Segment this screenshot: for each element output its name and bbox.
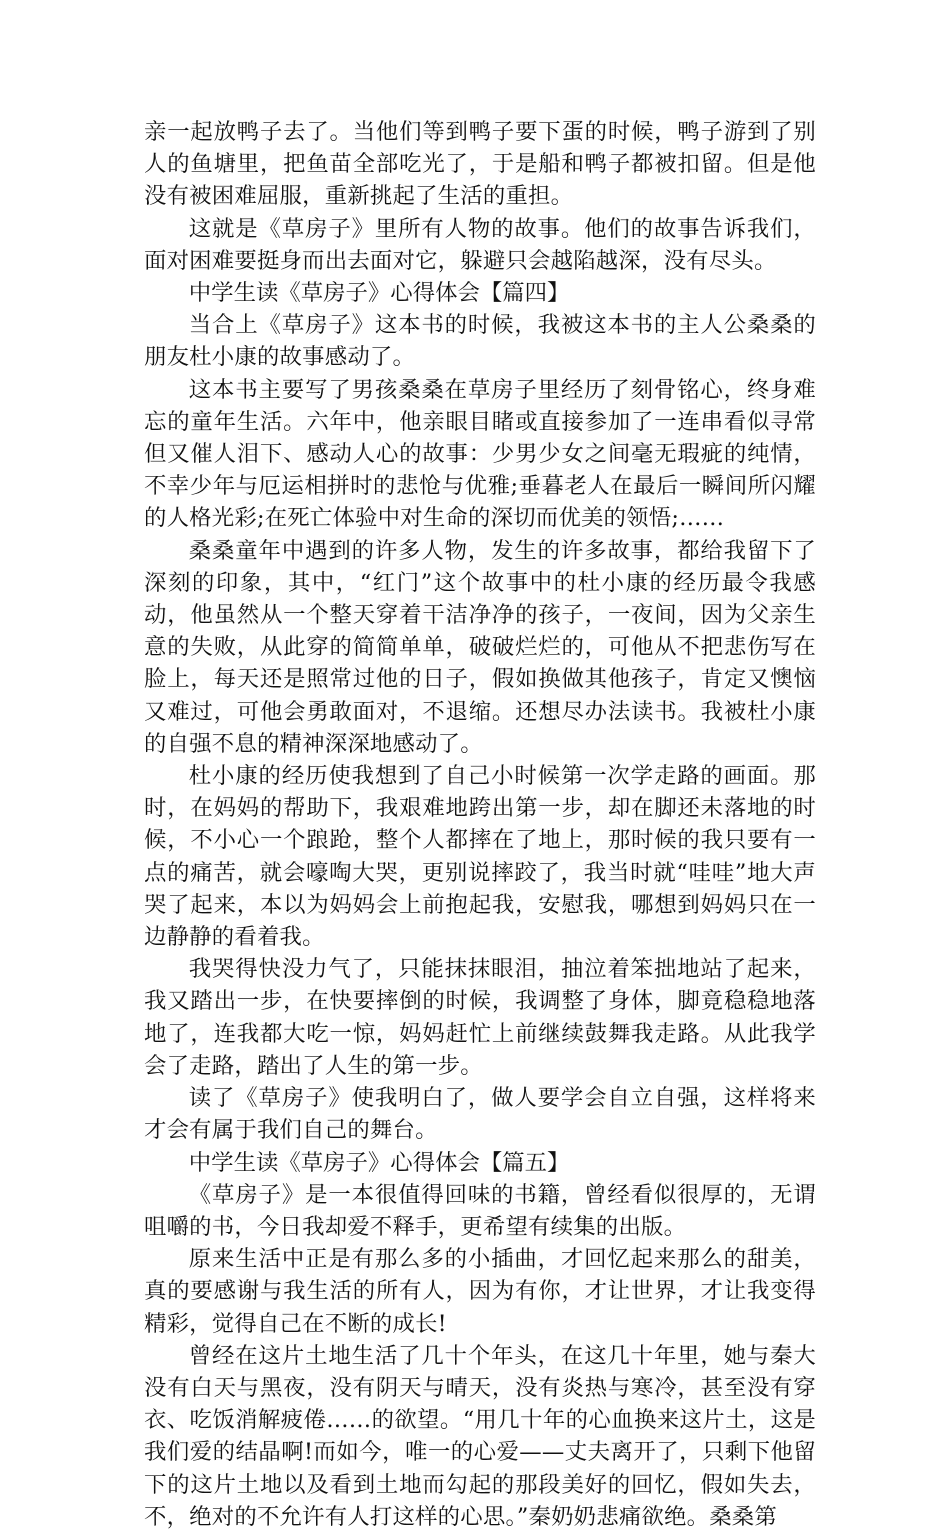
paragraph: 《草房子》是一本很值得回味的书籍，曾经看似很厚的，无谓咀嚼的书，今日我却爱不释手，更希望有续集的出版。: [144, 1181, 816, 1240]
paragraph: 读了《草房子》使我明白了，做人要学会自立自强，这样将来才会有属于我们自己的舞台。: [144, 1085, 816, 1144]
document-page: [144, 116, 816, 1533]
paragraph: 桑桑童年中遇到的许多人物，发生的许多故事，都给我留下了深刻的印象，其中，“红门”这个故事中的杜小康的经历最令我感动，他虽然从一个整天穿着干洁净净的孩子，一夜间，因为父亲生意的失败，从此穿的简简单单，破破烂烂的，可他从不把悲伤写在脸上，每天还是照常过他的日子，假如换做其他孩子，肯定又懊恼又难过，可他会勇敢面对，不退缩。还想尽办法读书。我被杜小康的自强不息的精神深深地感动了。: [144, 537, 816, 757]
section-heading: 中学生读《草房子》心得体会【篇四】: [188, 280, 570, 307]
paragraph: 杜小康的经历使我想到了自己小时候第一次学走路的画面。那时，在妈妈的帮助下，我艰难地跨出第一步，却在脚还未落地的时候，不小心一个踉跄，整个人都摔在了地上，那时候的我只要有一点的痛苦，就会嚎啕大哭，更别说摔跤了，我当时就“哇哇”地大声哭了起来，本以为妈妈会上前抱起我，安慰我，哪想到妈妈只在一边静静的看着我。: [144, 763, 816, 951]
paragraph: 亲一起放鸭子去了。当他们等到鸭子要下蛋的时候，鸭子游到了别人的鱼塘里，把鱼苗全部吃光了，于是船和鸭子都被扣留。但是他没有被困难屈服，重新挑起了生活的重担。: [144, 119, 816, 210]
paragraph: 原来生活中正是有那么多的小插曲，才回忆起来那么的甜美，真的要感谢与我生活的所有人，因为有你，才让世界，才让我变得精彩，觉得自己在不断的成长!: [144, 1246, 816, 1337]
paragraph: 当合上《草房子》这本书的时候，我被这本书的主人公桑桑的朋友杜小康的故事感动了。: [144, 312, 816, 371]
paragraph: 这就是《草房子》里所有人物的故事。他们的故事告诉我们，面对困难要挺身而出去面对它，躲避只会越陷越深，没有尽头。: [144, 215, 816, 274]
paragraph: 曾经在这片土地生活了几十个年头，在这几十年里，她与秦大没有白天与黑夜，没有阴天与晴天，没有炎热与寒冷，甚至没有穿衣、吃饭消解疲倦……的欲望。“用几十年的心血换来这片土，这是我们爱的结晶啊!而如今，唯一的心爱——丈夫离开了，只剩下他留下的这片土地以及看到土地而勾起的那段美好的回忆，假如失去，不，绝对的不允许有人打这样的心思。”秦奶奶悲痛欲绝。桑桑第: [144, 1342, 816, 1530]
paragraph: 我哭得快没力气了，只能抹抹眼泪，抽泣着笨拙地站了起来，我又踏出一步，在快要摔倒的时候，我调整了身体，脚竟稳稳地落地了，连我都大吃一惊，妈妈赶忙上前继续鼓舞我走路。从此我学会了走路，踏出了人生的第一步。: [144, 956, 816, 1079]
section-heading: 中学生读《草房子》心得体会【篇五】: [188, 1149, 570, 1176]
paragraph: 这本书主要写了男孩桑桑在草房子里经历了刻骨铭心，终身难忘的童年生活。六年中，他亲眼目睹或直接参加了一连串看似寻常但又催人泪下、感动人心的故事：少男少女之间毫无瑕疵的纯情，不幸少年与厄运相拼时的悲怆与优雅;垂暮老人在最后一瞬间所闪耀的人格光彩;在死亡体验中对生命的深切而优美的领悟;……: [144, 376, 816, 532]
